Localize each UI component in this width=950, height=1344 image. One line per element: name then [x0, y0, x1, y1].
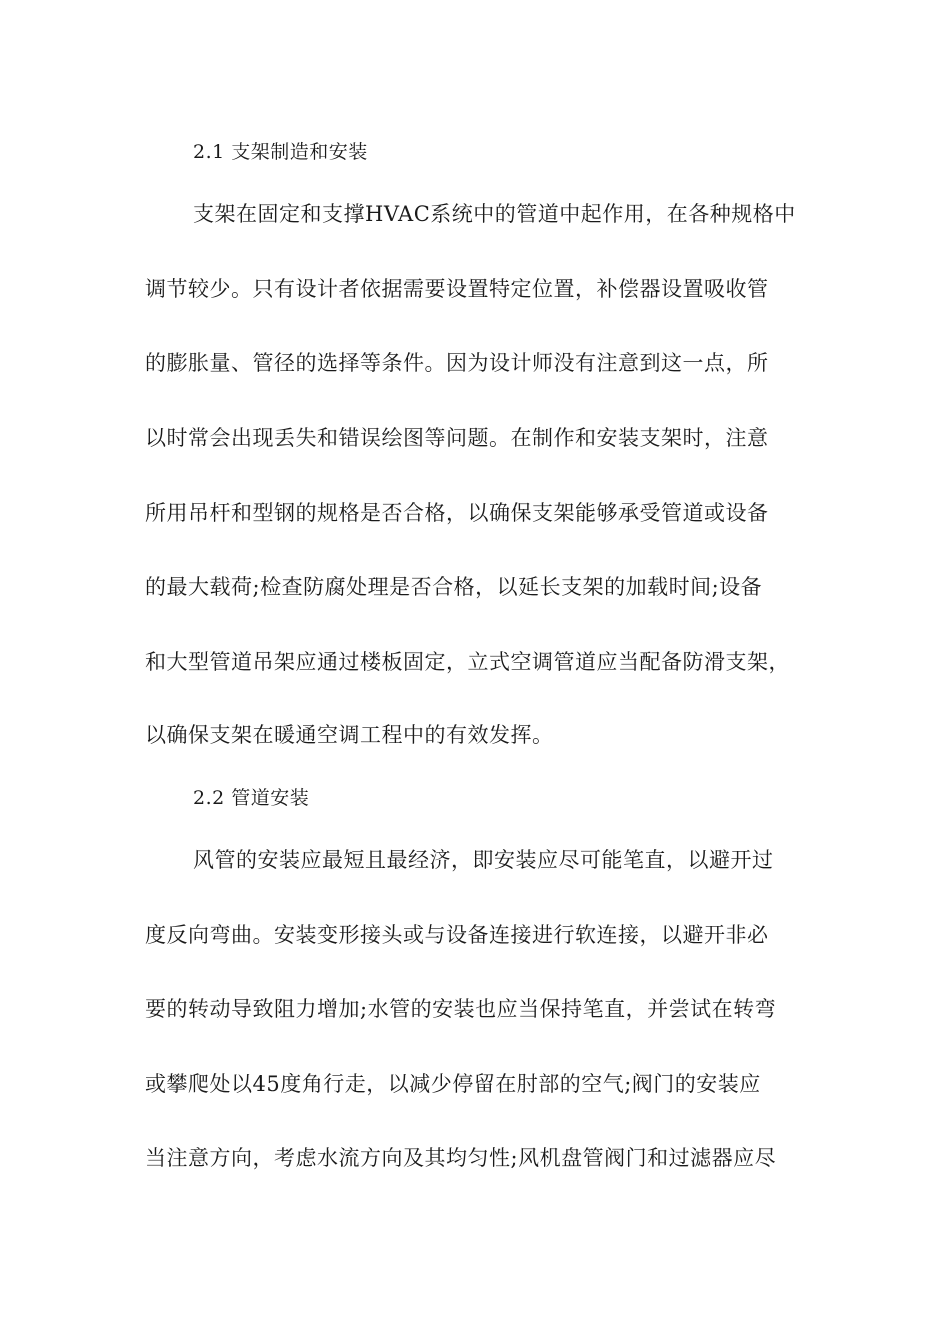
paragraph-line: 调节较少。只有设计者依据需要设置特定位置，补偿器设置吸收管 — [145, 277, 769, 301]
paragraph-line: 风管的安装应最短且最经济，即安装应尽可能笔直，以避开过 — [193, 848, 774, 872]
paragraph-line: 以确保支架在暖通空调工程中的有效发挥。 — [145, 723, 554, 747]
paragraph-line: 的膨胀量、管径的选择等条件。因为设计师没有注意到这一点，所 — [145, 351, 769, 375]
paragraph-line: 和大型管道吊架应通过楼板固定，立式空调管道应当配备防滑支架， — [145, 650, 790, 674]
paragraph-line: 当注意方向，考虑水流方向及其均匀性;风机盘管阀门和过滤器应尽 — [145, 1146, 777, 1170]
paragraph-line: 要的转动导致阻力增加;水管的安装也应当保持笔直，并尝试在转弯 — [145, 997, 777, 1021]
paragraph-line: 或攀爬处以45度角行走，以减少停留在肘部的空气;阀门的安装应 — [145, 1072, 761, 1096]
paragraph-line: 以时常会出现丢失和错误绘图等问题。在制作和安装支架时，注意 — [145, 426, 769, 450]
section-heading-2-2: 2.2 管道安装 — [193, 787, 310, 809]
paragraph-line: 的最大载荷;检查防腐处理是否合格，以延长支架的加载时间;设备 — [145, 575, 763, 599]
paragraph-line: 所用吊杆和型钢的规格是否合格，以确保支架能够承受管道或设备 — [145, 501, 769, 525]
paragraph-line: 支架在固定和支撑HVAC系统中的管道中起作用，在各种规格中 — [193, 202, 796, 226]
section-heading-2-1: 2.1 支架制造和安装 — [193, 141, 368, 163]
paragraph-line: 度反向弯曲。安装变形接头或与设备连接进行软连接，以避开非必 — [145, 923, 769, 947]
